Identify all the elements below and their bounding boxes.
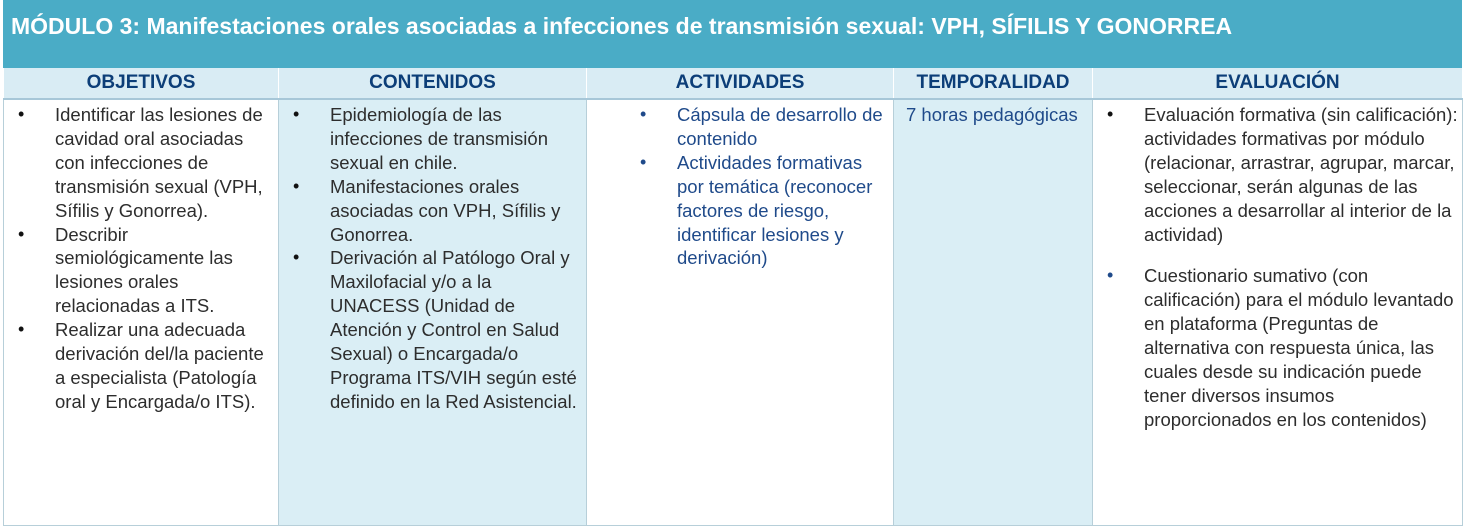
bullet-icon: •: [293, 104, 300, 124]
module-title: MÓDULO 3: Manifestaciones orales asociadas a infecciones de transmisión sexual: VPH, SÍFILIS Y GONORREA: [3, 0, 1462, 52]
objetivo-text: Describir semiológicamente las lesiones orales relacionadas a ITS.: [55, 223, 233, 317]
list-item: [591, 151, 889, 271]
evaluacion-text: Cuestionario sumativo (con calificación) para el módulo levantado en plataforma (Preguntas de alternativa con respuesta única, las cuales desde su indicación puede tener diversos insumos proporcionados en los contenidos): [1144, 265, 1454, 430]
header-contenidos: CONTENIDOS: [279, 68, 587, 99]
cell-temporalidad: [894, 99, 1093, 525]
list-item: [283, 175, 582, 247]
actividad-text: Actividades formativas por temática (reconocer factores de riesgo, identificar lesiones y derivación): [677, 151, 873, 269]
header-actividades: ACTIVIDADES: [587, 68, 894, 99]
evaluacion-text: Evaluación formativa (sin calificación): actividades formativas por módulo (relacionar, arrastrar, agrupar, marcar, seleccionar, serán algunas de las acciones a desarrollar al interior de la actividad): [1144, 104, 1458, 245]
actividad-text: Cápsula de desarrollo de contenido: [677, 104, 883, 149]
bullet-icon: •: [293, 175, 300, 196]
list-item: [1097, 103, 1458, 246]
header-objetivos: OBJETIVOS: [4, 68, 279, 99]
bullet-icon: •: [640, 104, 647, 124]
objetivos-list: [8, 103, 274, 414]
header-temporalidad: TEMPORALIDAD: [894, 68, 1093, 99]
actividades-list: [591, 103, 889, 270]
bullet-icon: •: [1107, 265, 1114, 286]
cell-objetivos: [4, 99, 279, 525]
bullet-icon: •: [640, 151, 647, 172]
objetivo-text: Realizar una adecuada derivación del/la paciente a especialista (Patología oral y Encargada/o ITS).: [55, 319, 264, 412]
list-item: [1097, 264, 1458, 431]
evaluacion-list: [1097, 103, 1458, 432]
header-evaluacion: EVALUACIÓN: [1093, 68, 1463, 99]
module-table: [3, 68, 1463, 526]
temporalidad-text: 7 horas pedagógicas: [906, 104, 1078, 125]
list-item: [591, 103, 889, 151]
contenido-text: Manifestaciones orales asociadas con VPH, Sífilis y Gonorrea.: [330, 175, 561, 245]
bullet-icon: •: [1107, 104, 1114, 124]
bullet-icon: •: [18, 319, 25, 340]
bullet-icon: •: [18, 104, 25, 124]
content-row: [4, 99, 1463, 525]
list-item: [8, 318, 274, 414]
objetivo-text: Identificar las lesiones de cavidad oral asociadas con infecciones de transmisión sexual (VPH, Sífilis y Gonorrea).: [55, 104, 263, 221]
bullet-icon: •: [18, 223, 25, 244]
cell-actividades: [587, 99, 894, 525]
list-item: [8, 223, 274, 319]
list-item: [283, 246, 582, 413]
bullet-icon: •: [293, 247, 300, 268]
list-item: [283, 103, 582, 175]
cell-contenidos: [279, 99, 587, 525]
contenido-text: Epidemiología de las infecciones de transmisión sexual en chile.: [330, 104, 548, 173]
cell-evaluacion: [1093, 99, 1463, 525]
title-band: [3, 52, 1462, 68]
header-row: [4, 68, 1463, 99]
list-item: [8, 103, 274, 223]
contenidos-list: [283, 103, 582, 414]
contenido-text: Derivación al Patólogo Oral y Maxilofacial y/o a la UNACESS (Unidad de Atención y Control en Salud Sexual) o Encargada/o Programa ITS/VIH según esté definido en la Red Asistencial.: [330, 247, 577, 412]
